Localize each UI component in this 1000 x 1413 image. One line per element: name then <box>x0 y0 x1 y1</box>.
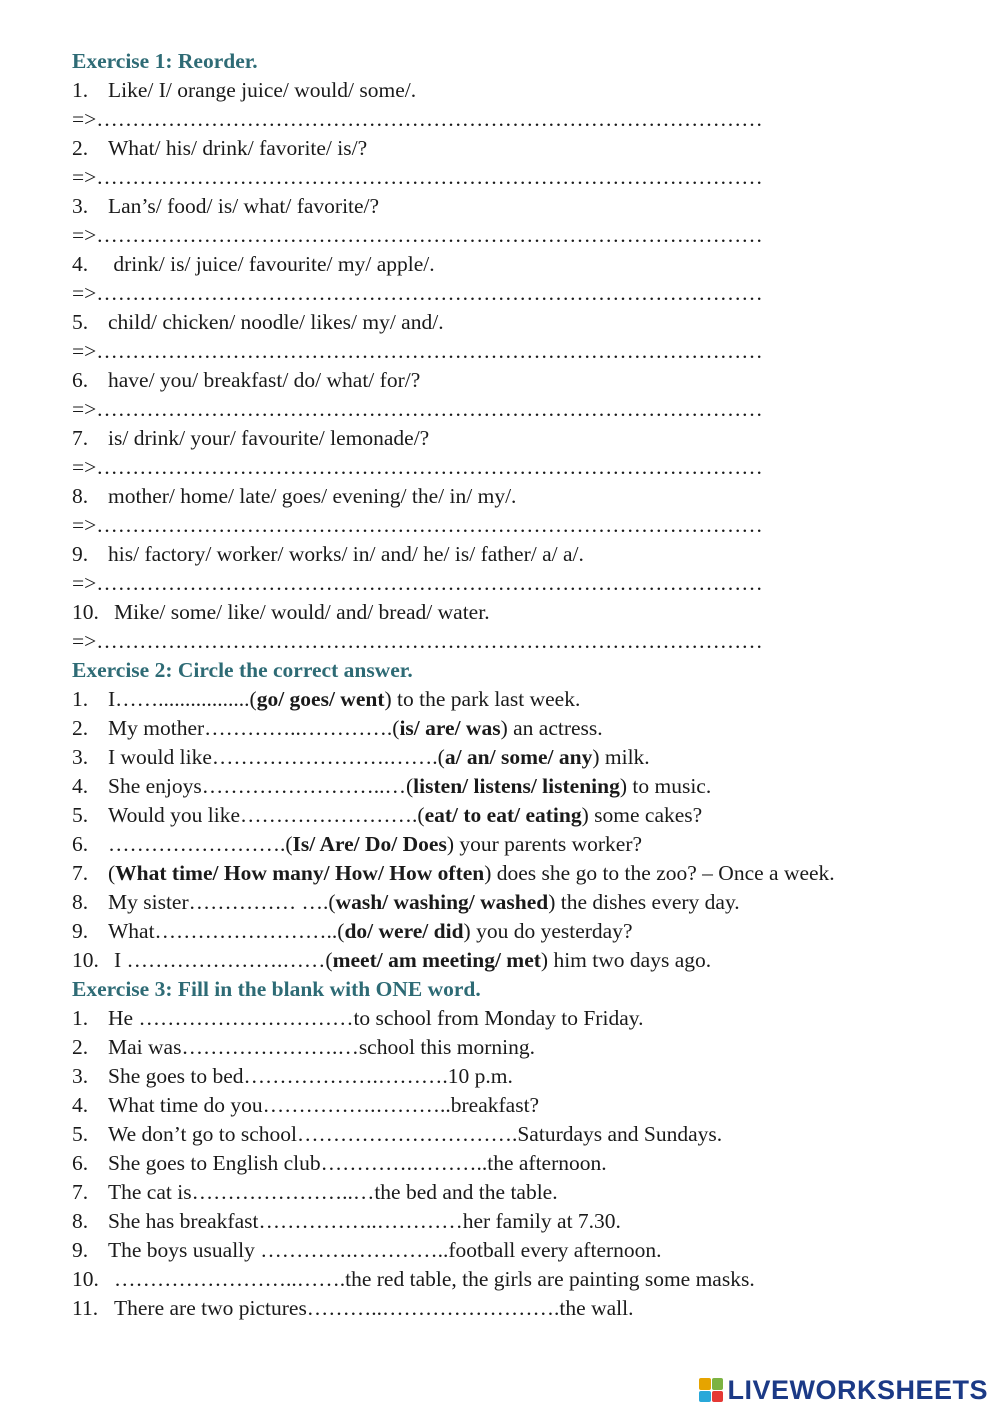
choice-item <box>72 801 932 830</box>
answer-options[interactable]: meet/ am meeting/ met <box>332 948 541 972</box>
reorder-words: child/ chicken/ noodle/ likes/ my/ and/. <box>108 310 444 334</box>
answer-blank-line[interactable]: =>………………………………………………………………………………… <box>72 513 763 537</box>
choice-item <box>72 917 932 946</box>
fill-blank-item[interactable] <box>72 1004 932 1033</box>
reorder-words: mother/ home/ late/ goes/ evening/ the/ in/ my/. <box>108 484 517 508</box>
fill-blank-item[interactable] <box>72 1236 932 1265</box>
sentence-with-blank[interactable]: What time do you…………….………..breakfast? <box>108 1093 540 1117</box>
logo-mark-icon <box>699 1378 723 1402</box>
choice-item <box>72 888 932 917</box>
exercise-1-heading: Exercise 1: Reorder. <box>72 49 258 73</box>
item-number: 9. <box>72 1238 89 1262</box>
reorder-words: Mike/ some/ like/ would/ and/ bread/ water. <box>114 600 490 624</box>
sentence-with-blank[interactable]: The cat is…………………..…the bed and the table. <box>108 1180 558 1204</box>
choice-item <box>72 946 932 975</box>
item-number: 5. <box>72 310 89 334</box>
reorder-item <box>72 250 932 279</box>
question-text-end: ) some cakes? <box>581 803 703 827</box>
reorder-words: What/ his/ drink/ favorite/ is/? <box>108 136 368 160</box>
question-text: My sister…………… ….( <box>108 890 336 914</box>
question-text: Would you like…………………….( <box>108 803 425 827</box>
fill-blank-item[interactable] <box>72 1149 932 1178</box>
reorder-words: Like/ I/ orange juice/ would/ some/. <box>108 78 417 102</box>
reorder-item <box>72 540 932 569</box>
fill-blank-item[interactable] <box>72 1091 932 1120</box>
reorder-words: his/ factory/ worker/ works/ in/ and/ he/ is/ father/ a/ a/. <box>108 542 584 566</box>
exercise-3-heading: Exercise 3: Fill in the blank with ONE word. <box>72 977 481 1001</box>
reorder-item <box>72 482 932 511</box>
question-text: ( <box>108 861 116 885</box>
item-number: 4. <box>72 774 89 798</box>
sentence-with-blank[interactable]: She goes to English club………….………..the afternoon. <box>108 1151 607 1175</box>
answer-blank-line[interactable]: =>………………………………………………………………………………… <box>72 455 763 479</box>
question-text: …………………….( <box>108 832 293 856</box>
answer-blank-line[interactable]: =>………………………………………………………………………………… <box>72 397 763 421</box>
item-number: 9. <box>72 542 89 566</box>
logo-square-2 <box>712 1378 724 1390</box>
answer-blank-line[interactable]: =>………………………………………………………………………………… <box>72 629 763 653</box>
exercise-2-list <box>72 685 932 975</box>
question-text-end: ) your parents worker? <box>446 832 643 856</box>
reorder-item <box>72 192 932 221</box>
question-text: What……………………..( <box>108 919 345 943</box>
sentence-with-blank[interactable]: There are two pictures………..…………………….the wall. <box>114 1296 634 1320</box>
item-number: 7. <box>72 426 89 450</box>
choice-item <box>72 772 932 801</box>
choice-item <box>72 714 932 743</box>
item-number: 1. <box>72 1006 89 1030</box>
sentence-with-blank[interactable]: She goes to bed……………….……….10 p.m. <box>108 1064 513 1088</box>
item-number: 7. <box>72 861 89 885</box>
answer-options[interactable]: eat/ to eat/ eating <box>424 803 582 827</box>
sentence-with-blank[interactable]: She has breakfast……………..…………her family at 7.30. <box>108 1209 621 1233</box>
reorder-item <box>72 598 932 627</box>
answer-options[interactable]: listen/ listens/ listening <box>413 774 620 798</box>
fill-blank-item[interactable] <box>72 1294 932 1323</box>
answer-blank-line[interactable]: =>………………………………………………………………………………… <box>72 571 763 595</box>
item-number: 6. <box>72 368 89 392</box>
liveworksheets-logo <box>699 1375 988 1405</box>
answer-blank-line[interactable]: =>………………………………………………………………………………… <box>72 223 763 247</box>
fill-blank-item[interactable] <box>72 1265 932 1294</box>
reorder-item <box>72 366 932 395</box>
reorder-words: Lan’s/ food/ is/ what/ favorite/? <box>108 194 380 218</box>
choice-item <box>72 743 932 772</box>
item-number: 8. <box>72 1209 89 1233</box>
question-text-end: ) you do yesterday? <box>463 919 633 943</box>
item-number: 3. <box>72 745 89 769</box>
item-number: 9. <box>72 919 89 943</box>
fill-blank-item[interactable] <box>72 1178 932 1207</box>
answer-options[interactable]: What time/ How many/ How/ How often <box>115 861 485 885</box>
item-number: 8. <box>72 484 89 508</box>
item-number: 10. <box>72 1267 99 1291</box>
item-number: 4. <box>72 1093 89 1117</box>
answer-blank-line[interactable]: =>………………………………………………………………………………… <box>72 165 763 189</box>
question-text: I would like…………………….…….( <box>108 745 445 769</box>
item-number: 3. <box>72 1064 89 1088</box>
item-number: 6. <box>72 832 89 856</box>
logo-square-3 <box>699 1391 711 1403</box>
sentence-with-blank[interactable]: ……………………..…….the red table, the girls are painting some masks. <box>114 1267 755 1291</box>
sentence-with-blank[interactable]: We don’t go to school………………………….Saturdays and Sundays. <box>108 1122 723 1146</box>
answer-blank-line[interactable]: =>………………………………………………………………………………… <box>72 281 763 305</box>
logo-square-1 <box>699 1378 711 1390</box>
answer-options[interactable]: Is/ Are/ Do/ Does <box>292 832 447 856</box>
logo-text: LIVEWORKSHEETS <box>727 1374 988 1405</box>
choice-item <box>72 685 932 714</box>
answer-options[interactable]: is/ are/ was <box>399 716 501 740</box>
answer-blank-line[interactable]: =>………………………………………………………………………………… <box>72 107 763 131</box>
item-number: 10. <box>72 948 99 972</box>
question-text-end: ) an actress. <box>500 716 603 740</box>
item-number: 10. <box>72 600 99 624</box>
fill-blank-item[interactable] <box>72 1062 932 1091</box>
answer-options[interactable]: go/ goes/ went <box>256 687 385 711</box>
fill-blank-item[interactable] <box>72 1207 932 1236</box>
worksheet <box>72 47 932 1323</box>
item-number: 1. <box>72 687 89 711</box>
choice-item <box>72 830 932 859</box>
reorder-words: is/ drink/ your/ favourite/ lemonade/? <box>108 426 430 450</box>
question-text-end: ) the dishes every day. <box>548 890 740 914</box>
question-text: She enjoys……………………..…( <box>108 774 414 798</box>
reorder-words: drink/ is/ juice/ favourite/ my/ apple/. <box>108 252 435 276</box>
question-text: I ………………….……( <box>114 948 333 972</box>
answer-options[interactable]: a/ an/ some/ any <box>444 745 593 769</box>
answer-blank-line[interactable]: =>………………………………………………………………………………… <box>72 339 763 363</box>
choice-item <box>72 859 902 888</box>
question-text-end: ) to the park last week. <box>384 687 581 711</box>
exercise-2-heading: Exercise 2: Circle the correct answer. <box>72 658 413 682</box>
exercise-1-list <box>72 76 932 656</box>
question-text: My mother…………..………….( <box>108 716 400 740</box>
item-number: 2. <box>72 136 89 160</box>
reorder-item <box>72 308 932 337</box>
question-text-end: ) him two days ago. <box>540 948 712 972</box>
item-number: 7. <box>72 1180 89 1204</box>
item-number: 1. <box>72 78 89 102</box>
item-number: 2. <box>72 1035 89 1059</box>
exercise-3-list <box>72 1004 932 1323</box>
question-text: I…….................( <box>108 687 257 711</box>
item-number: 8. <box>72 890 89 914</box>
answer-options[interactable]: do/ were/ did <box>344 919 464 943</box>
reorder-item <box>72 134 932 163</box>
answer-options[interactable]: wash/ washing/ washed <box>335 890 549 914</box>
reorder-item <box>72 76 932 105</box>
question-text-end: ) does she go to the zoo? – Once a week. <box>484 861 835 885</box>
sentence-with-blank[interactable]: The boys usually ………….…………..football every afternoon. <box>108 1238 662 1262</box>
item-number: 6. <box>72 1151 89 1175</box>
item-number: 5. <box>72 1122 89 1146</box>
reorder-item <box>72 424 932 453</box>
item-number: 2. <box>72 716 89 740</box>
sentence-with-blank[interactable]: He …………………………to school from Monday to Friday. <box>108 1006 644 1030</box>
question-text-end: ) milk. <box>592 745 650 769</box>
item-number: 11. <box>72 1296 99 1320</box>
item-number: 4. <box>72 252 89 276</box>
fill-blank-item[interactable] <box>72 1033 932 1062</box>
fill-blank-item[interactable] <box>72 1120 932 1149</box>
question-text-end: ) to music. <box>619 774 712 798</box>
logo-square-4 <box>712 1391 724 1403</box>
reorder-words: have/ you/ breakfast/ do/ what/ for/? <box>108 368 421 392</box>
sentence-with-blank[interactable]: Mai was………………….…school this morning. <box>108 1035 535 1059</box>
item-number: 3. <box>72 194 89 218</box>
item-number: 5. <box>72 803 89 827</box>
